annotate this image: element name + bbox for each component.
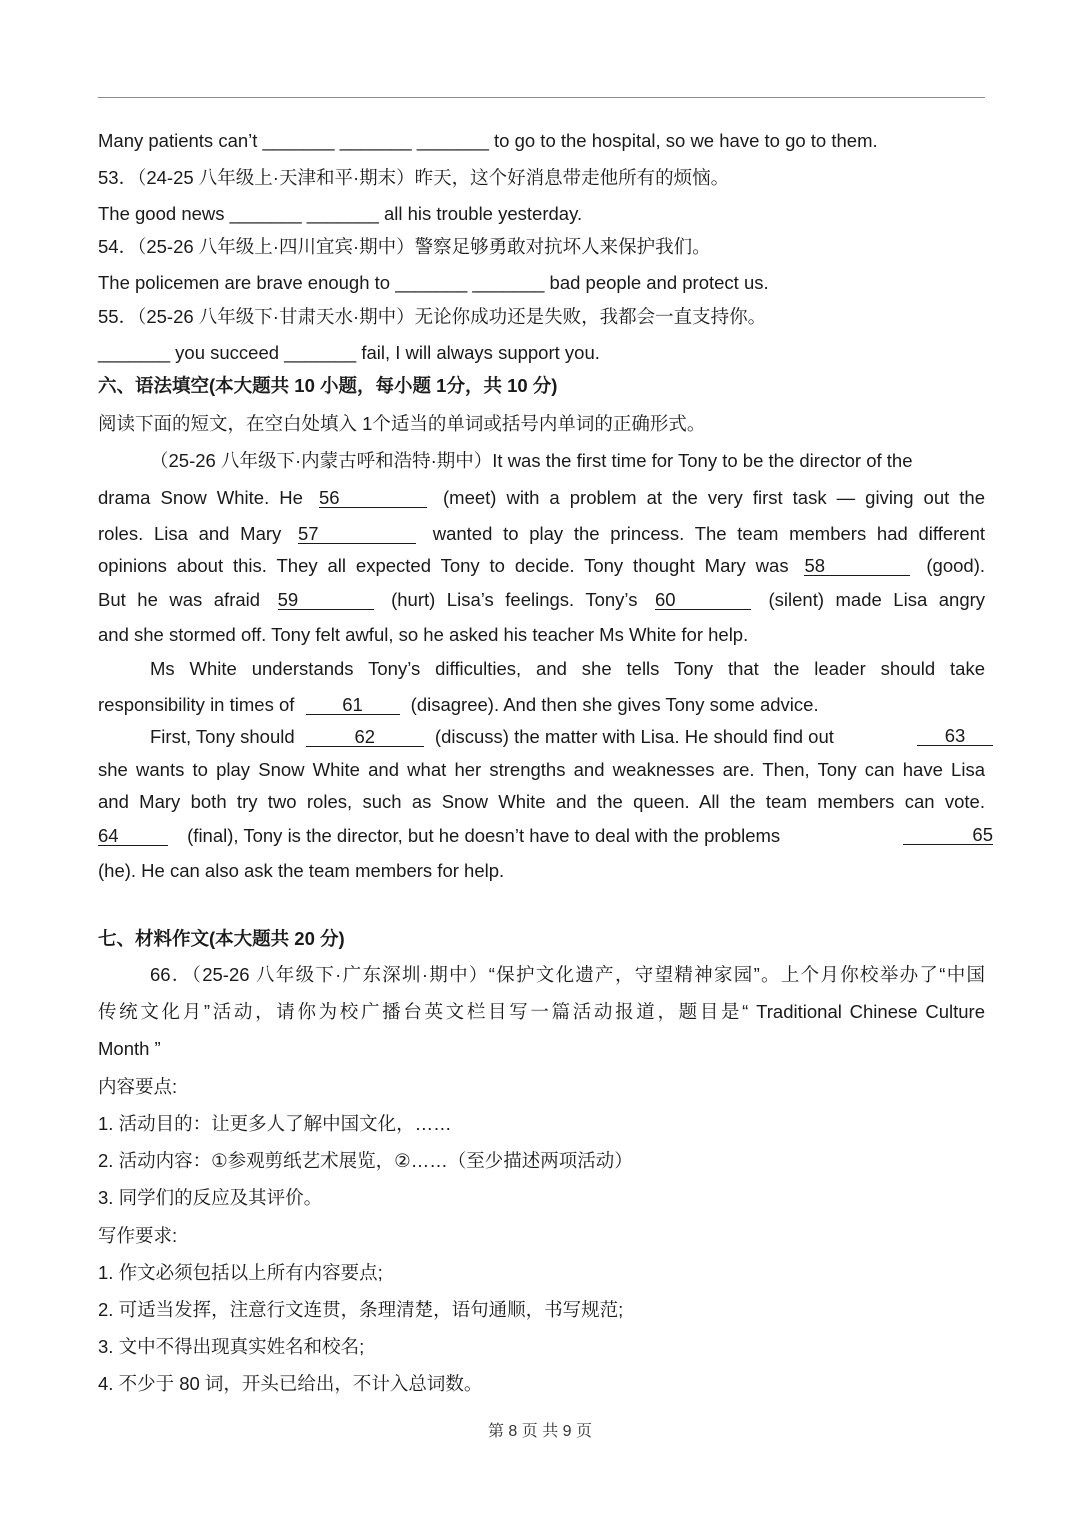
- passage-line-8: [98, 694, 985, 716]
- requirement-3: 3. 文中不得出现真实姓名和校名;: [98, 1336, 365, 1357]
- blank-58[interactable]: 58: [804, 556, 910, 576]
- question-53: 53．（24-25 八年级上·天津和平·期末）昨天，这个好消息带走他所有的烦恼。: [98, 167, 730, 188]
- passage-line-6: and she stormed off. Tony felt awful, so he asked his teacher Ms White for help.: [98, 624, 749, 645]
- section-6-heading: 六、语法填空(本大题共 10 小题，每小题 1分，共 10 分): [98, 375, 558, 396]
- passage-line-2: [98, 487, 985, 509]
- blank-62[interactable]: 62: [306, 727, 424, 747]
- sentence-53-answer: The good news _______ _______ all his trouble yesterday.: [98, 203, 583, 224]
- passage-line-5: [98, 589, 985, 611]
- content-point-1: 1. 活动目的：让更多人了解中国文化，……: [98, 1113, 452, 1134]
- passage-line-4: [98, 555, 985, 577]
- passage-line-1: （25-26 八年级下·内蒙古呼和浩特·期中）It was the first time for Tony to be the director of the: [150, 450, 913, 471]
- blank-59[interactable]: 59: [278, 590, 374, 610]
- passage-text: (hurt) Lisa’s feelings. Tony’s: [391, 589, 638, 610]
- passage-line-11: and Mary both try two roles, such as Snow White and the queen. All the team members can vote.: [98, 791, 985, 812]
- passage-text: drama Snow White. He: [98, 487, 303, 508]
- requirement-1: 1. 作文必须包括以上所有内容要点;: [98, 1262, 383, 1283]
- requirements-heading: 写作要求:: [98, 1225, 178, 1246]
- requirement-2: 2. 可适当发挥，注意行文连贯，条理清楚，语句通顺，书写规范;: [98, 1299, 624, 1320]
- blank-56[interactable]: 56: [319, 488, 427, 508]
- passage-line-10: she wants to play Snow White and what her strengths and weaknesses are. Then, Tony can have Lisa: [98, 759, 985, 780]
- passage-text: (discuss) the matter with Lisa. He should find out: [434, 726, 834, 747]
- passage-text: roles. Lisa and Mary: [98, 523, 282, 544]
- section-7-heading: 七、材料作文(本大题共 20 分): [98, 928, 345, 949]
- passage-text: opinions about this. They all expected Tony to decide. Tony thought Mary was: [98, 555, 789, 576]
- passage-line-13: (he). He can also ask the team members for help.: [98, 860, 505, 881]
- sentence-54-answer: The policemen are brave enough to _______ _______ bad people and protect us.: [98, 272, 769, 293]
- passage-text: (good).: [926, 555, 986, 576]
- blank-60[interactable]: 60: [655, 590, 751, 610]
- question-55: 55．（25-26 八年级下·甘肃天水·期中）无论你成功还是失败，我都会一直支持你。: [98, 306, 767, 327]
- content-point-2: 2. 活动内容：①参观剪纸艺术展览，②……（至少描述两项活动）: [98, 1150, 633, 1171]
- passage-text: (final), Tony is the director, but he doesn’t have to deal with the problems: [187, 825, 781, 846]
- content-points-heading: 内容要点:: [98, 1076, 178, 1097]
- passage-text: responsibility in times of: [98, 694, 295, 715]
- passage-text: (silent) made Lisa angry: [768, 589, 986, 610]
- header-rule: [98, 97, 985, 98]
- question-66-line-1: 66．（25-26 八年级下·广东深圳·期中）“保护文化遗产，守望精神家园”。上个月你校举办了“中国: [150, 964, 985, 985]
- passage-text: But he was afraid: [98, 589, 261, 610]
- passage-text: First, Tony should: [150, 726, 295, 747]
- blank-61[interactable]: 61: [306, 695, 400, 715]
- passage-line-7: Ms White understands Tony’s difficulties, and she tells Tony that the leader should take: [150, 658, 985, 679]
- question-66-line-3: Month ”: [98, 1038, 161, 1059]
- passage-line-9: [150, 726, 993, 748]
- passage-text: (disagree). And then she gives Tony some advice.: [410, 694, 819, 715]
- requirement-4: 4. 不少于 80 词，开头已给出，不计入总词数。: [98, 1373, 483, 1394]
- question-54: 54．（25-26 八年级上·四川宜宾·期中）警察足够勇敢对抗坏人来保护我们。: [98, 236, 711, 257]
- blank-57[interactable]: 57: [298, 524, 416, 544]
- section-6-instruction: 阅读下面的短文，在空白处填入 1个适当的单词或括号内单词的正确形式。: [98, 413, 706, 434]
- passage-line-3: [98, 523, 985, 545]
- question-66-line-2: 传统文化月”活动，请你为校广播台英文栏目写一篇活动报道，题目是“ Traditional Chinese Culture: [98, 1001, 985, 1022]
- blank-63[interactable]: 63: [917, 726, 993, 746]
- sentence-55-answer: _______ you succeed _______ fail, I will always support you.: [98, 342, 600, 363]
- passage-text: wanted to play the princess. The team members had different: [432, 523, 986, 544]
- blank-65[interactable]: 65: [903, 825, 993, 845]
- page-number-footer: 第 8 页 共 9 页: [487, 1423, 593, 1440]
- passage-line-12: [98, 825, 993, 847]
- passage-text: (meet) with a problem at the very first task — giving out the: [443, 487, 986, 508]
- blank-64[interactable]: 64: [98, 826, 168, 846]
- sentence-52-answer: Many patients can’t _______ _______ _______ to go to the hospital, so we have to go to them.: [98, 130, 878, 151]
- content-point-3: 3. 同学们的反应及其评价。: [98, 1187, 323, 1208]
